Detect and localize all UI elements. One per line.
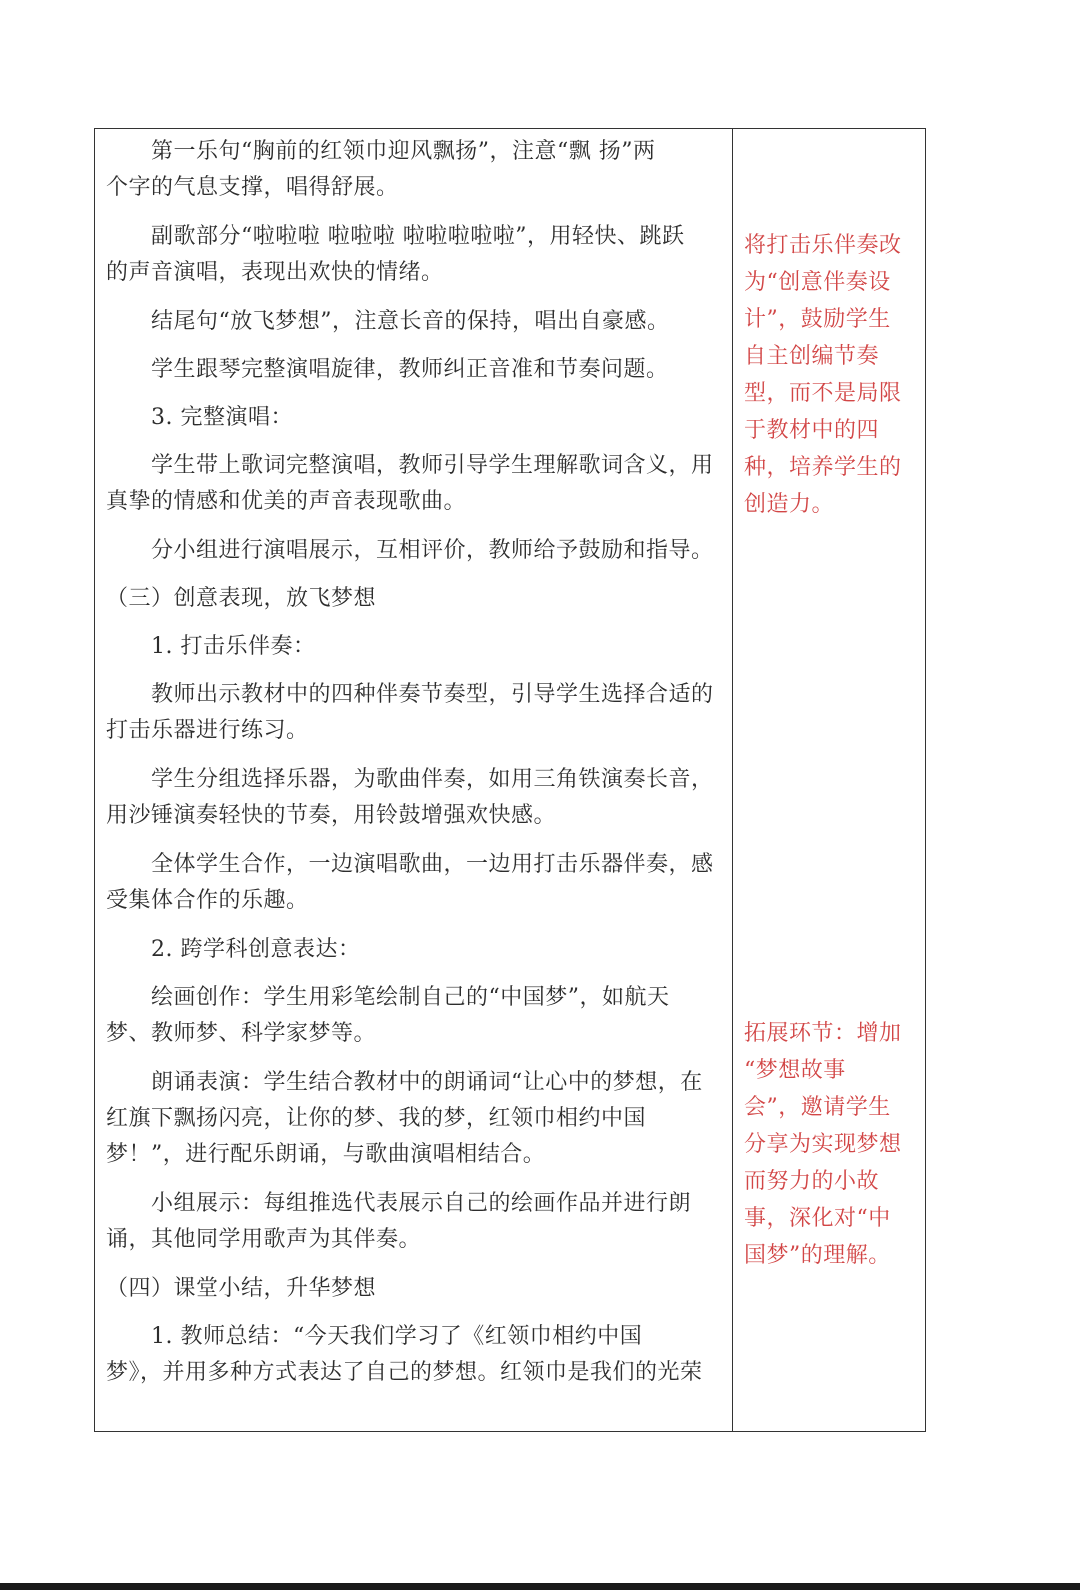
content-line: 2. 跨学科创意表达： <box>151 937 361 962</box>
content-line: 诵，其他同学用歌声为其伴奏。 <box>106 1227 422 1252</box>
annotation-line: 而努力的小故 <box>744 1169 880 1194</box>
content-line: 用沙锤演奏轻快的节奏，用铃鼓增强欢快感。 <box>106 803 557 828</box>
content-line: 1. 教师总结：“今天我们学习了《红领巾相约中国 <box>151 1324 643 1349</box>
annotation-line: “梦想故事 <box>744 1058 846 1083</box>
lesson-content-column <box>95 129 732 1431</box>
content-line: 梦》，并用多种方式表达了自己的梦想。红领巾是我们的光荣 <box>106 1360 703 1385</box>
annotation-line: 会”，邀请学生 <box>744 1095 891 1120</box>
content-line: 副歌部分“啦啦啦 啦啦啦 啦啦啦啦啦”，用轻快、跳跃 <box>151 224 685 249</box>
content-line: 教师出示教材中的四种伴奏节奏型，引导学生选择合适的 <box>151 682 714 707</box>
content-line: 真挚的情感和优美的声音表现歌曲。 <box>106 489 467 514</box>
content-line: 梦！”，进行配乐朗诵，与歌曲演唱相结合。 <box>106 1142 546 1167</box>
content-line: 受集体合作的乐趣。 <box>106 888 309 913</box>
content-line: 红旗下飘扬闪亮，让你的梦、我的梦，红领巾相约中国 <box>106 1106 647 1131</box>
content-line: 梦、教师梦、科学家梦等。 <box>106 1021 377 1046</box>
annotation-line: 事，深化对“中 <box>744 1206 891 1231</box>
content-line: 小组展示：每组推选代表展示自己的绘画作品并进行朗 <box>151 1191 692 1216</box>
annotation-line: 计”，鼓励学生 <box>744 307 891 332</box>
content-line: 第一乐句“胸前的红领巾迎风飘扬”，注意“飘 扬”两 <box>151 139 656 164</box>
annotation-line: 将打击乐伴奏改 <box>744 233 902 258</box>
content-line: 1. 打击乐伴奏： <box>151 634 316 659</box>
annotation-line: 创造力。 <box>744 492 835 517</box>
content-line: 个字的气息支撑，唱得舒展。 <box>106 175 399 200</box>
lesson-plan-table <box>94 128 926 1432</box>
annotation-line: 自主创编节奏 <box>744 344 880 369</box>
content-line: 朗诵表演：学生结合教材中的朗诵词“让心中的梦想，在 <box>151 1070 703 1095</box>
content-line: （四）课堂小结，升华梦想 <box>106 1276 377 1301</box>
content-line: 打击乐器进行练习。 <box>106 718 309 743</box>
annotation-line: 型，而不是局限 <box>744 381 902 406</box>
annotation-column <box>733 129 925 1431</box>
content-line: 全体学生合作，一边演唱歌曲，一边用打击乐器伴奏，感 <box>151 852 714 877</box>
content-line: 分小组进行演唱展示，互相评价，教师给予鼓励和指导。 <box>151 538 714 563</box>
annotation-line: 拓展环节：增加 <box>744 1021 902 1046</box>
annotation-line: 为“创意伴奏设 <box>744 270 891 295</box>
page-bottom-edge <box>0 1583 1080 1590</box>
content-line: 学生跟琴完整演唱旋律，教师纠正音准和节奏问题。 <box>151 357 669 382</box>
content-line: （三）创意表现，放飞梦想 <box>106 586 377 611</box>
annotation-line: 种，培养学生的 <box>744 455 902 480</box>
content-line: 的声音演唱，表现出欢快的情绪。 <box>106 260 444 285</box>
annotation-line: 国梦”的理解。 <box>744 1243 891 1268</box>
content-line: 结尾句“放飞梦想”，注意长音的保持，唱出自豪感。 <box>151 309 670 334</box>
content-line: 学生带上歌词完整演唱，教师引导学生理解歌词含义，用 <box>151 453 714 478</box>
content-line: 绘画创作：学生用彩笔绘制自己的“中国梦”，如航天 <box>151 985 670 1010</box>
annotation-line: 分享为实现梦想 <box>744 1132 902 1157</box>
content-line: 学生分组选择乐器，为歌曲伴奏，如用三角铁演奏长音， <box>151 767 714 792</box>
content-line: 3. 完整演唱： <box>151 405 293 430</box>
annotation-line: 于教材中的四 <box>744 418 880 443</box>
